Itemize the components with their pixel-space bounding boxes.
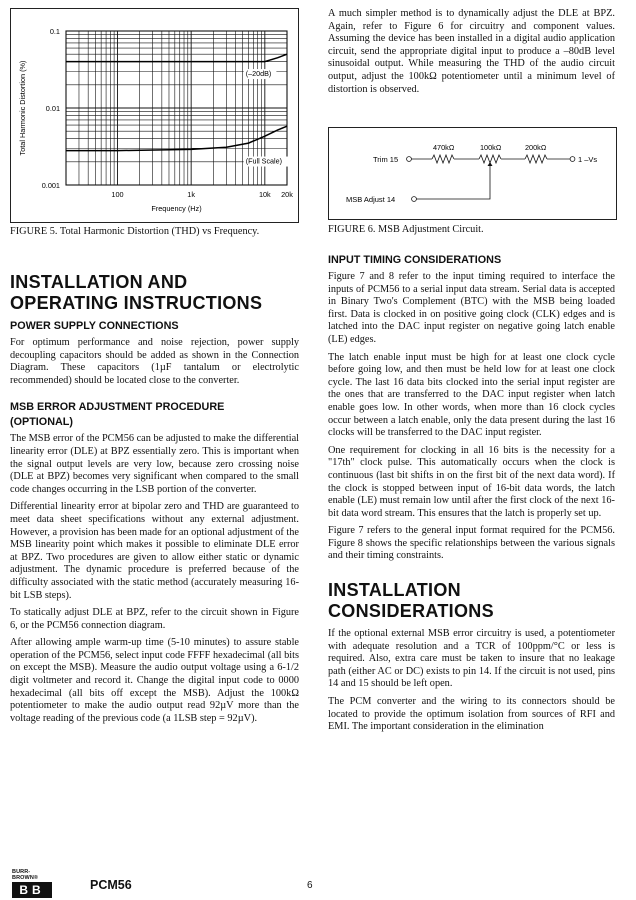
timing-paragraph-2: The latch enable input must be high for at least one clock cycle before going low, and then must be held low for at least one clock cycle. The last 16 data bits clocked into the serial input register are the ones that are transferred to the DAC input register when latch enable goes low. In other words, when more than 16 clock cycles occur between a latch enable, only the data present during the last 16 clocks will be transferred to the DAC input register. — [328, 351, 615, 439]
r1-label: 470kΩ — [433, 143, 455, 152]
msb-heading-line1: MSB ERROR ADJUSTMENT PROCEDURE — [10, 401, 225, 414]
install2-paragraph-2: The PCM converter and the wiring to its connectors should be located to provide the optimum isolation from sources of RFI and EMI. The important consideration in the elimination — [328, 696, 615, 733]
install2-title-line2: CONSIDERATIONS — [328, 601, 494, 622]
msb-heading-line2: (OPTIONAL) — [10, 416, 73, 429]
figure5-frame — [10, 8, 299, 223]
r2-label: 100kΩ — [480, 143, 502, 152]
part-number: PCM56 — [90, 878, 132, 892]
install2-title-line1: INSTALLATION — [328, 580, 461, 601]
potentiometer-r2 — [479, 155, 501, 163]
r3-label: 200kΩ — [525, 143, 547, 152]
y-tick-label: 0.1 — [49, 27, 60, 36]
x-tick-label: 100 — [111, 190, 124, 199]
timing-heading: INPUT TIMING CONSIDERATIONS — [328, 254, 502, 266]
figure6-frame — [328, 127, 617, 220]
series-label-0: (–20dB) — [245, 69, 272, 79]
thd-chart — [11, 9, 298, 222]
right-column — [328, 253, 615, 739]
trim-pin — [407, 157, 412, 162]
brand-logo-mark: BB — [12, 882, 52, 898]
power-heading: POWER SUPPLY CONNECTIONS — [10, 320, 179, 332]
y-axis-label: Total Harmonic Distortion (%) — [18, 60, 27, 156]
x-axis-label: Frequency (Hz) — [151, 204, 202, 213]
page-number: 6 — [307, 880, 313, 891]
msb-adjust-label: MSB Adjust 14 — [346, 195, 396, 204]
timing-paragraph-1: Figure 7 and 8 refer to the input timing required to interface the inputs of PCM56 to a serial input data stream. Serial data is accepted in Binary Two's Complement (BTC) with the MSB being loaded first. Data is clocked in on positive going clock (CLK) edges and is latched into the DAC input register on negative going latch enable (LE) edges. — [328, 271, 615, 345]
msb-adjust-circuit — [329, 128, 616, 219]
msb-pin — [412, 197, 417, 202]
y-tick-label: 0.001 — [41, 181, 60, 190]
right-column-top — [328, 8, 615, 101]
msb-paragraph-1: The MSB error of the PCM56 can be adjusted to make the differential linearity error (DLE) at BPZ essentially zero. This is important when the signal output levels are very low, because zero crossing noise (DLE at BPZ) becomes very significant when compared to the small code changes occurring in the LSB portion of the converter. — [10, 433, 299, 495]
burr-brown-logo — [12, 869, 56, 897]
figure5-caption: FIGURE 5. Total Harmonic Distortion (THD) vs Frequency. — [10, 226, 260, 237]
resistor-r1 — [432, 155, 454, 163]
msb-paragraph-4: After allowing ample warm-up time (5-10 minutes) to assure stable operation of the PCM56, select input code FFFF hexadecimal (all bits on except the MSB). Measure the audio output voltage using a 6-1/2 digit voltmeter and record it. Change the digital input code to 0000 hexadecimal (all bits off except the MSB). Adjust the 100kΩ potentiometer to make the audio output read 92µV more than the voltage reading of the previous code (a 1LSB step = 92µV). — [10, 637, 299, 724]
left-column — [10, 272, 299, 730]
resistor-r3 — [525, 155, 547, 163]
timing-paragraph-4: Figure 7 refers to the general input format required for the PCM56. Figure 8 shows the specific relationships between the various signals and their timing constraints. — [328, 525, 615, 562]
msb-paragraph-2: Differential linearity error at bipolar zero and THD are guaranteed to meet data sheet specifications without any external adjustment. However, a provision has been made for an optional adjustment of the MSB linearity point which makes it possible to eliminate DLE error at BPZ. Two procedures are given to allow either static or dynamic adjustment. The dynamic procedure is preferred because of the difficulty associated with the static method (accurately measuring 16-bit LSB steps). — [10, 501, 299, 601]
x-tick-label: 1k — [187, 190, 196, 199]
msb-paragraph-3: To statically adjust DLE at BPZ, refer to the circuit shown in Figure 6, or the PCM56 connection diagram. — [10, 607, 299, 631]
install2-paragraph-1: If the optional external MSB error circuitry is used, a potentiometer with adequate resolution and a TCR of 100ppm/°C or less is required. Also, extra care must be taken to insure that no leakage path (either AC or DC) exists to pin 14. If the circuit is not used, pins 14 and 15 should be left open. — [328, 628, 615, 690]
timing-paragraph-3: One requirement for clocking in all 16 bits is the necessity for a "17th" clock pulse. This automatically occurs when the clock is continuous (last bit shifts in on the first bit of the next data word). If the clock is stopped between input of 16-bit data words, the latch enable (LE) must remain low until after the first clock of the next 16-bit data word stream. This ensures that the latch is properly set up. — [328, 444, 615, 519]
series-label-1: (Full Scale) — [245, 156, 283, 166]
install-title-line2: OPERATING INSTRUCTIONS — [10, 293, 263, 313]
install-title-line1: INSTALLATION AND — [10, 272, 188, 292]
dynamic-adjust-paragraph: A much simpler method is to dynamically adjust the DLE at BPZ. Again, refer to Figure 6 for circuitry and component values. Assuming the device has been installed in a digital audio application circuit, send the appropriate digital input to produce a –80dB level sinusoidal output. While measuring the THD of the audio circuit output, adjust the 100kΩ potentiometer until a minimum level of distortion is observed. — [328, 8, 615, 95]
trim-label: Trim 15 — [373, 155, 399, 164]
x-tick-label: 10k — [258, 190, 271, 199]
figure6-caption: FIGURE 6. MSB Adjustment Circuit. — [328, 224, 484, 235]
brand-text: BURR-BROWN® — [12, 869, 39, 881]
supply-label: 1 –Vs — [578, 155, 598, 164]
series-line-0 — [66, 54, 287, 61]
supply-pin — [570, 157, 575, 162]
y-tick-label: 0.01 — [45, 104, 60, 113]
power-paragraph: For optimum performance and noise rejection, power supply decoupling capacitors should be added as shown in the Connection Diagram. These capacitors (1µF tantalum or electrolytic recommended) should be located close to the converter. — [10, 337, 299, 386]
x-tick-label: 20k — [281, 190, 293, 199]
